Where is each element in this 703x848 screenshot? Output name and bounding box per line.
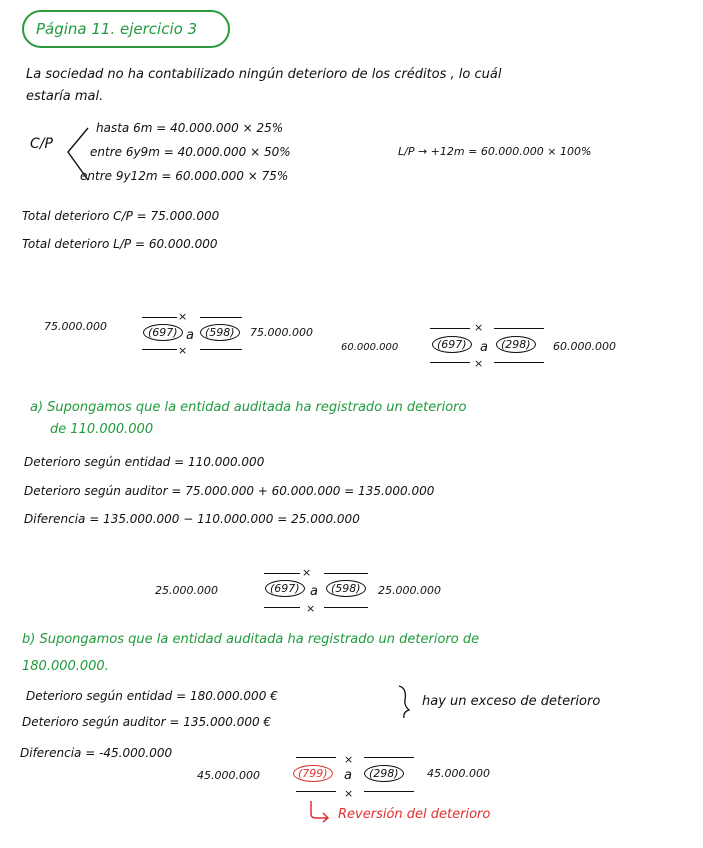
return-arrow-icon [307, 800, 331, 822]
section-b-title-1: b) Supongamos que la entidad auditada ha registrado un deterioro de [22, 632, 480, 647]
section-b-line-2: Deterioro según auditor = 135.000.000 € [22, 715, 272, 729]
total-lp: Total deterioro L/P = 60.000.000 [22, 237, 218, 251]
page-title: Página 11. ejercicio 3 [36, 20, 198, 38]
entry2-cross-top: × [474, 321, 484, 334]
entry1-credit-line-top [200, 317, 242, 318]
intro-line-2: estaría mal. [26, 89, 104, 104]
entry2-right-amount: 60.000.000 [553, 340, 616, 353]
entry2-debit-line-bottom [430, 362, 470, 363]
entry4-debit-account: (799) [293, 765, 333, 782]
entry1-cross-top: × [178, 310, 188, 323]
entry2-credit-line-bottom [494, 362, 544, 363]
entry3-credit-line-top [324, 573, 368, 574]
cp-label: C/P [30, 136, 53, 152]
entry4-credit-line-bottom [364, 791, 414, 792]
reversal-note: Reversión del deterioro [338, 807, 491, 822]
lp-row: L/P → +12m = 60.000.000 × 100% [398, 145, 592, 158]
entry3-left-amount: 25.000.000 [155, 584, 218, 597]
section-b-line-1: Deterioro según entidad = 180.000.000 € [26, 689, 278, 703]
entry1-a: a [186, 328, 194, 343]
entry4-right-amount: 45.000.000 [427, 767, 490, 780]
entry3-cross-top: × [302, 566, 312, 579]
entry4-cross-top: × [344, 753, 354, 766]
entry4-credit-line-top [364, 757, 414, 758]
cp-row-3: entre 9y12m = 60.000.000 × 75% [80, 169, 289, 183]
section-a-line-2: Deterioro según auditor = 75.000.000 + 60.000.000 = 135.000.000 [24, 484, 435, 498]
total-cp: Total deterioro C/P = 75.000.000 [22, 209, 220, 223]
entry2-credit-account: (298) [496, 336, 536, 353]
entry4-left-amount: 45.000.000 [197, 769, 260, 782]
entry1-debit-account: (697) [143, 324, 183, 341]
entry3-right-amount: 25.000.000 [378, 584, 441, 597]
entry2-credit-line-top [494, 328, 544, 329]
entry4-debit-line-top [296, 757, 336, 758]
section-b-note: hay un exceso de deterioro [422, 694, 601, 709]
entry2-debit-line-top [430, 328, 470, 329]
bracket-icon [396, 684, 412, 720]
entry1-right-amount: 75.000.000 [250, 326, 313, 339]
entry3-debit-line-top [264, 573, 300, 574]
section-a-title-1: a) Supongamos que la entidad auditada ha registrado un deterioro [30, 400, 467, 415]
entry1-left-amount: 75.000.000 [44, 320, 107, 333]
entry1-cross-bottom: × [178, 344, 188, 357]
entry3-a: a [310, 584, 318, 599]
page-title-box [22, 10, 230, 48]
entry3-credit-line-bottom [324, 607, 368, 608]
entry1-credit-line-bottom [200, 349, 242, 350]
entry3-debit-account: (697) [265, 580, 305, 597]
entry2-left-amount: 60.000.000 [341, 342, 399, 353]
entry2-a: a [480, 340, 488, 355]
section-a-title-2: de 110.000.000 [50, 422, 154, 437]
section-a-line-3: Diferencia = 135.000.000 − 110.000.000 = 25.000.000 [24, 512, 360, 526]
entry4-credit-account: (298) [364, 765, 404, 782]
entry3-credit-account: (598) [326, 580, 366, 597]
entry4-a: a [344, 768, 352, 783]
entry3-debit-line-bottom [264, 607, 300, 608]
cp-row-2: entre 6y9m = 40.000.000 × 50% [90, 145, 291, 159]
entry1-credit-account: (598) [200, 324, 240, 341]
entry1-debit-line-top [142, 317, 177, 318]
cp-row-1: hasta 6m = 40.000.000 × 25% [96, 121, 284, 135]
intro-line-1: La sociedad no ha contabilizado ningún deterioro de los créditos , lo cuál [26, 67, 502, 82]
entry1-debit-line-bottom [142, 349, 177, 350]
entry2-cross-bottom: × [474, 357, 484, 370]
section-b-title-2: 180.000.000. [22, 659, 109, 674]
entry4-cross-bottom: × [344, 787, 354, 800]
entry4-debit-line-bottom [296, 791, 336, 792]
entry3-cross-bottom: × [306, 602, 316, 615]
section-b-difference: Diferencia = -45.000.000 [20, 746, 173, 760]
entry2-debit-account: (697) [432, 336, 472, 353]
section-a-line-1: Deterioro según entidad = 110.000.000 [24, 455, 265, 469]
